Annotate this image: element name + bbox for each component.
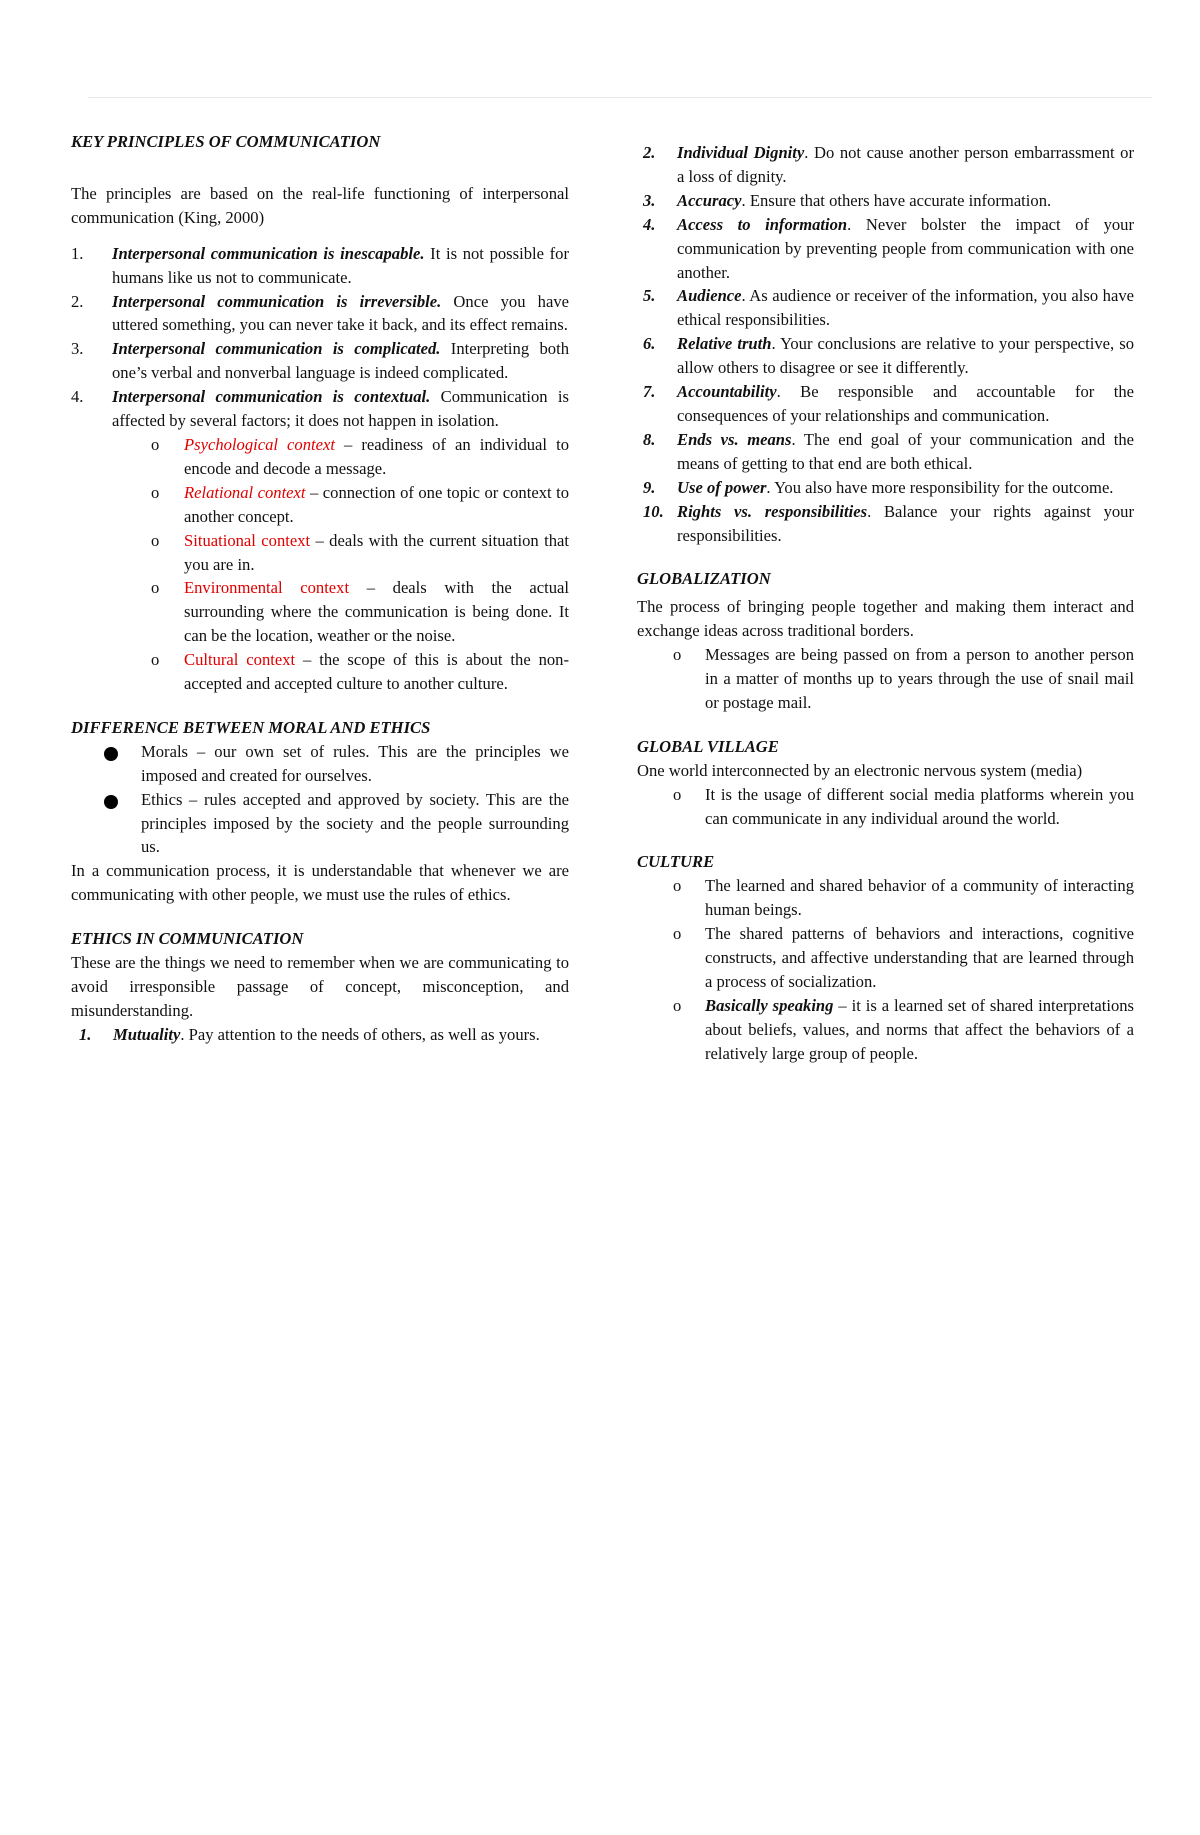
list-item: 1. Interpersonal communication is inescapable. It is not possible for humans like us not to communicate.: [71, 243, 569, 287]
list-item: 10. Rights vs. responsibilities. Balance your rights against your responsibilities.: [643, 501, 1134, 545]
list-item: o The shared patterns of behaviors and interactions, cognitive constructs, and affective understanding that are learned through a process of socialization.: [673, 924, 1134, 991]
list-item: 9. Use of power. You also have more responsibility for the outcome.: [643, 477, 1114, 497]
difference-list: [71, 740, 569, 860]
principles-list: [71, 242, 569, 433]
list-item: 2. Individual Dignity. Do not cause another person embarrassment or a loss of dignity.: [643, 143, 1134, 186]
ethics-heading: ETHICS IN COMMUNICATION: [71, 929, 304, 949]
list-item: o Situational context – deals with the current situation that you are in.: [151, 530, 569, 574]
ethics-intro: These are the things we need to remember when we are communicating to avoid irresponsible passage of concept, misconception, and misunderstanding.: [71, 953, 569, 1020]
ethics-list-continued: [637, 141, 1134, 547]
globalization-heading: GLOBALIZATION: [637, 569, 771, 589]
difference-paragraph: In a communication process, it is understandable that whenever we are communicating with other people, we must use the rules of ethics.: [71, 861, 569, 905]
list-item: Morals – our own set of rules. This are the principles we imposed and created for ourselves.: [71, 740, 569, 788]
list-item: 5. Audience. As audience or receiver of the information, you also have ethical responsibilities.: [643, 286, 1134, 330]
key-principles-intro: The principles are based on the real-life functioning of interpersonal communication (King, 2000): [71, 183, 569, 227]
list-item: o Cultural context – the scope of this is about the non-accepted and accepted culture to another culture.: [151, 650, 569, 694]
list-item: 2. Interpersonal communication is irreversible. Once you have uttered something, you can never take it back, and its effect remains.: [71, 291, 569, 335]
globalization-list: [637, 643, 1134, 715]
right-column: [637, 141, 1134, 1066]
bullet-dot-icon: [104, 795, 118, 809]
list-item: o It is the usage of different social media platforms wherein you can communicate in any individual around the world.: [673, 784, 1134, 828]
difference-heading: DIFFERENCE BETWEEN MORAL AND ETHICS: [71, 717, 431, 737]
list-item: 6. Relative truth. Your conclusions are relative to your perspective, so allow others to disagree or see it differently.: [643, 334, 1134, 378]
list-item: 1. Mutuality. Pay attention to the needs of others, as well as yours.: [79, 1024, 540, 1044]
list-item: o Basically speaking – it is a learned set of shared interpretations about beliefs, values, and norms that affect the behaviors of a relatively large group of people.: [673, 995, 1134, 1063]
ethics-list-start: [71, 1023, 569, 1047]
list-item: 3. Interpersonal communication is complicated. Interpreting both one’s verbal and nonverbal language is indeed complicated.: [71, 339, 570, 383]
culture-list: [637, 874, 1134, 1065]
globalization-paragraph: The process of bringing people together and making them interact and exchange ideas across traditional borders.: [637, 597, 1134, 641]
list-item: 8. Ends vs. means. The end goal of your communication and the means of getting to that end are both ethical.: [643, 429, 1134, 473]
list-item: Ethics – rules accepted and approved by society. This are the principles imposed by the society and the people surrounding us.: [71, 788, 569, 860]
list-item: o Environmental context – deals with the actual surrounding where the communication is being done. It can be the location, weather or the noise.: [151, 578, 569, 646]
list-item: o The learned and shared behavior of a community of interacting human beings.: [673, 876, 1134, 920]
list-item: 7. Accountability. Be responsible and accountable for the consequences of your relationships and communication.: [643, 382, 1134, 425]
global-village-heading: GLOBAL VILLAGE: [637, 736, 779, 756]
left-column: [71, 130, 569, 1047]
contexts-list: [71, 433, 569, 696]
list-item: 4. Interpersonal communication is contextual. Communication is affected by several factors; it does not happen in isolation.: [71, 387, 569, 431]
global-village-paragraph: One world interconnected by an electronic nervous system (media): [637, 760, 1083, 780]
list-item: 3. Accuracy. Ensure that others have accurate information.: [643, 190, 1052, 210]
list-item: o Relational context – connection of one topic or context to another concept.: [151, 482, 569, 526]
list-item: o Messages are being passed on from a person to another person in a matter of months up to years through the use of snail mail or postage mail.: [673, 645, 1134, 712]
list-item: 4. Access to information. Never bolster the impact of your communication by preventing people from communication with one another.: [643, 214, 1135, 282]
global-village-list: [637, 783, 1134, 831]
culture-heading: CULTURE: [637, 852, 715, 872]
top-divider: [88, 97, 1152, 98]
bullet-dot-icon: [104, 747, 118, 761]
key-principles-heading: KEY PRINCIPLES OF COMMUNICATION: [71, 132, 381, 151]
list-item: o Psychological context – readiness of an individual to encode and decode a message.: [151, 434, 569, 478]
